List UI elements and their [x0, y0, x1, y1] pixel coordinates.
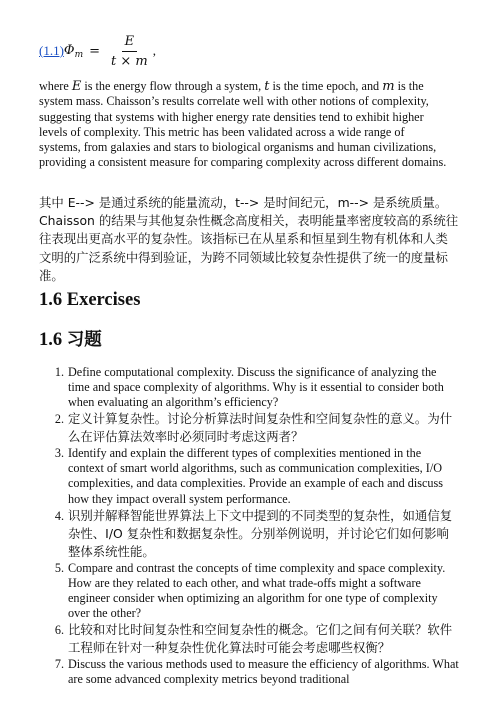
para-en-text-4: is the system mass. Chaisson’s results correlate well with other notions of complexity, suggesting that systems with higher energy rate densities tend to exhibit higher levels of complexity. This metric has been validated across a wide range of systems, from galaxies and stars to biological organisms and human civilizations, providing a consistent measure for comparing complexity across different domains.: [39, 79, 447, 170]
list-item: [50, 657, 460, 687]
list-item-text: Define computational complexity. Discuss the significance of analyzing the time and space complexity of algorithms. Why is it essential to consider both when evaluating an algorithm’s efficiency?: [68, 365, 444, 410]
para-en-text-1: where: [39, 79, 72, 93]
para-en-text-2: is the energy flow through a system,: [81, 79, 265, 93]
section-heading-chinese: [39, 326, 102, 351]
list-item-text: 定义计算复杂性。讨论分析算法时间复杂性和空间复杂性的意义。为什么在评估算法效率时必须同时考虑这两者？: [68, 411, 453, 445]
list-item-number: 6.: [54, 623, 64, 638]
list-item-number: 4.: [54, 508, 64, 523]
list-item-number: 1.: [54, 365, 64, 379]
list-item: [50, 410, 460, 446]
list-item-number: 5.: [54, 560, 64, 575]
list-item: [50, 561, 460, 621]
list-item-number: 7.: [54, 657, 64, 672]
formula-lhs-symbol: Φ: [63, 42, 75, 58]
list-item-number: 3.: [54, 446, 64, 461]
list-item-text: 识别并解释智能世界算法上下文中提到的不同类型的复杂性，如通信复杂性、I/O 复杂性和数据复杂性。分别举例说明，并讨论它们如何影响整体系统性能。: [68, 507, 453, 559]
variable-e: E: [71, 79, 82, 94]
list-item: [50, 621, 460, 657]
list-item-text: 比较和对比时间复杂性和空间复杂性的概念。它们之间有何关联？软件工程师在针对一种复杂性优化算法时可能会考虑哪些权衡？: [68, 622, 453, 656]
list-item-text: Compare and contrast the concepts of time complexity and space complexity. How are they related to each other, and what trade-offs might a software engineer consider when optimizing an algorithm for one type of complexity over the other?: [68, 560, 446, 620]
formula-equals: =: [89, 43, 101, 59]
paragraph-chinese: 其中 E--> 是通过系统的能量流动，t--> 是时间纪元，m--> 是系统质量。Chaisson 的结果与其他复杂性概念高度相关，表明能量率密度较高的系统往往表现出更高水平的复杂性。该指标已在从星系和恒星到生物有机体和人类文明的广泛系统中得到验证，为跨不同领域比较复杂性提供了统一的度量标准。: [39, 195, 459, 283]
formula-denominator: t × m: [111, 53, 148, 69]
section-heading-english: 1.6 Exercises: [39, 290, 141, 310]
formula-line: [39, 28, 156, 74]
list-item: [50, 507, 460, 561]
formula-fraction: [108, 33, 151, 70]
formula-lhs-subscript: m: [74, 49, 84, 60]
formula-lhs: [64, 43, 83, 60]
variable-t: t: [264, 79, 270, 94]
variable-m: m: [382, 79, 395, 94]
section-heading-number: 1.6: [39, 330, 67, 350]
list-item-text: Identify and explain the different types of complexities mentioned in the context of smart world algorithms, such as communication complexities, I/O complexities, and data complexities. Provide an example of each and discuss how they impact overall system performance.: [68, 446, 443, 506]
para-en-text-3: is the time epoch, and: [269, 79, 383, 93]
formula-trailing-comma: ,: [152, 43, 157, 58]
formula-numerator: E: [122, 33, 138, 52]
list-item-text: Discuss the various methods used to measure the efficiency of algorithms. What are some advanced complexity metrics beyond traditional: [68, 657, 459, 687]
paragraph-english: [39, 79, 449, 171]
equation-reference-link[interactable]: (1.1): [39, 43, 64, 58]
list-item-number: 2.: [54, 412, 64, 427]
section-heading-chinese-text: 习题: [66, 330, 102, 350]
list-item: [50, 446, 460, 506]
list-item: [50, 365, 460, 410]
exercise-list: [50, 365, 460, 687]
